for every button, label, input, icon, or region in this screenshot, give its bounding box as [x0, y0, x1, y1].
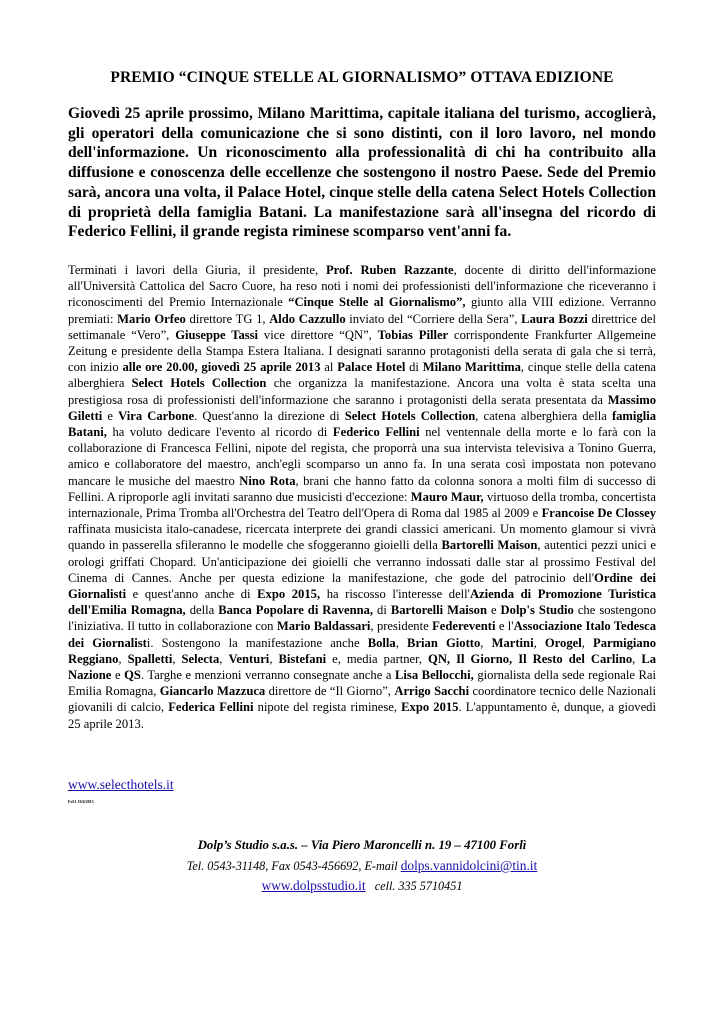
website-link-line	[68, 777, 174, 793]
body-bold-run: Selecta	[181, 651, 220, 666]
body-bold-run: Select Hotels Collection	[344, 408, 476, 423]
footer-company-line: Dolp’s Studio s.a.s. – Via Piero Maroncelli n. 19 – 47100 Forlì	[197, 838, 527, 852]
body-bold-run: Giuseppe Tassi	[175, 327, 259, 342]
body-bold-run: Federica Fellini	[168, 700, 254, 715]
body-text-run: giornalista della sede regionale Rai Emilia Romagna,	[68, 668, 656, 699]
body-text-run: nel ventennale della morte e lo farà con la collaborazione di Francesca Fellini, nipote del regista, che proporrà una sua intervista televisiva a Tonino Guerra, amico e collaboratore del maestro, anch'egli scomparso un anno fa. In una serata così impostata non potevano mancare le musiche del maestro	[68, 425, 656, 488]
body-bold-run: Tobias Piller	[377, 327, 449, 342]
body-text-run: inviato del “Corriere della Sera”,	[345, 311, 522, 326]
body-text-run: ,	[480, 635, 492, 650]
body-bold-run: Aldo Cazzullo	[269, 311, 346, 326]
body-text-run: ,	[172, 651, 182, 666]
body-text-run: , cinque stelle della catena alberghiera	[68, 360, 656, 391]
body-bold-run: Francoise De Clossey	[541, 506, 656, 521]
body-bold-run: Dolp's Studio	[500, 603, 574, 618]
body-text-run: Terminati i lavori della Giuria, il presidente,	[68, 263, 326, 277]
body-bold-run: QN, Il Giorno, Il Resto del Carlino	[428, 651, 633, 666]
body-bold-run: Associazione Italo Tedesca dei Giornalist	[68, 619, 657, 650]
body-bold-run: Milano Marittima	[422, 360, 521, 375]
body-bold-run: Giancarlo Mazzuca	[159, 684, 266, 699]
body-text-run: ,	[269, 651, 279, 666]
dolpsstudio-link[interactable]: www.dolpsstudio.it	[261, 878, 366, 893]
body-text-run: , autentici pezzi unici e orologi griffati Chopard. Un'anticipazione dei gioielli che verranno indossati dalle star al prossimo Festival del Cinema di Cannes. Anche per questa edizione la manifestazione, che gode del patrocinio dell'	[68, 538, 657, 585]
body-text-run: della	[185, 603, 219, 618]
body-text-run: ha riscosso l'interesse dell'	[320, 587, 470, 602]
body-bold-run: Vira Carbone	[118, 408, 195, 423]
body-bold-run: Bolla	[367, 635, 396, 650]
body-text-run: di	[373, 603, 391, 618]
body-text-run: , brani che hanno fatto da colonna sonora a molti film di successo di Fellini. A riproporle agli invitati saranno due musicisti d'eccezione:	[68, 473, 656, 504]
body-bold-run: Massimo Giletti	[68, 392, 656, 423]
body-bold-run: Lisa Bellocchi,	[395, 668, 474, 683]
body-text-run: ,	[581, 635, 594, 650]
body-text-run: al	[320, 360, 338, 375]
body-bold-run: Select Hotels Collection	[131, 376, 267, 391]
body-text-run: . L'appuntamento è, dunque, a giovedì 25 aprile 2013.	[68, 700, 656, 731]
body-text-run: , presidente	[370, 619, 433, 634]
body-text-run: e quest'anno anche di	[126, 587, 258, 602]
body-bold-run: Mario Orfeo	[117, 311, 186, 326]
body-text-run: e	[111, 668, 125, 683]
body-text-run: di	[405, 360, 423, 375]
body-text-run: e l'	[495, 619, 514, 634]
body-text-run: e	[102, 408, 119, 423]
body-bold-run: Azienda di Promozione Turistica dell'Emilia Romagna,	[68, 587, 657, 618]
body-bold-run: Brian Giotto	[407, 635, 481, 650]
body-text-run: , docente di diritto dell'informazione all'Università Cattolica del Sacro Cuore, ha reso noti i nomi dei professionisti dell'informazione che riceveranno i riconoscimenti del Premio Internazionale	[68, 263, 656, 310]
body-text-run: ,	[533, 635, 545, 650]
body-text-run: direttrice del settimanale “Vero”,	[68, 311, 656, 342]
body-text-run: nipote del regista riminese,	[253, 700, 402, 715]
selecthotels-link[interactable]: www.selecthotels.it	[68, 777, 174, 792]
footer-contact-text: Tel. 0543-31148, Fax 0543-456692, E-mail	[186, 859, 401, 873]
body-text-run: e	[486, 603, 501, 618]
body-bold-run: Laura Bozzi	[521, 311, 588, 326]
body-bold-run: Venturi	[228, 651, 270, 666]
body-bold-run: Bistefani	[278, 651, 327, 666]
body-text-run: vice direttore “QN”,	[258, 327, 378, 342]
body-text-run: , catena alberghiera della	[475, 408, 612, 423]
body-text-run: corrispondente Frankfurter Allgemeine Zeitung e presidente della Stampa Estera Italiana. I designati saranno protagonisti della serata di gala che si terrà, con inizio	[68, 327, 656, 375]
body-text-run: i. Sostengono la manifestazione anche	[146, 635, 368, 650]
body-text-run: ,	[395, 635, 408, 650]
body-bold-run: Parmigiano Reggiano	[68, 635, 657, 666]
body-bold-run: QS	[124, 668, 141, 683]
body-bold-run: Federeventi	[432, 619, 496, 634]
footer-contact-line	[68, 857, 656, 875]
body-bold-run: Mauro Maur,	[410, 489, 484, 504]
body-text-run: coordinatore tecnico delle Nazionali giovanili di calcio,	[68, 684, 656, 715]
body-text-run: . Quest'anno la direzione di	[194, 408, 345, 423]
body-text-run: ,	[118, 651, 128, 666]
body-bold-run: Martini	[491, 635, 534, 650]
body-text-run: giunto alla VIII edizione. Verranno premiati:	[68, 295, 656, 326]
body-bold-run: Bartorelli Maison	[390, 603, 487, 618]
body-text-run: ha voluto dedicare l'evento al ricordo di	[106, 425, 333, 440]
body-text-run: che sostengono l'iniziativa. Il tutto in collaborazione con	[68, 603, 656, 634]
body-bold-run: Nino Rota	[239, 473, 296, 488]
lead-paragraph: Giovedì 25 aprile prossimo, Milano Marittima, capitale italiana del turismo, accoglierà, gli operatori della comunicazione che si sono distinti, con il loro lavoro, nel mondo dell'informazione. Un riconoscimento alla professionalità di chi ha contribuito alla diffusione e conoscenza delle eccellenze che sostengono il nostro Paese. Sede del Premio sarà, ancora una volta, il Palace Hotel, cinque stelle della catena Select Hotels Collection di proprietà della famiglia Batani. La manifestazione sarà all'insegna del ricordo di Federico Fellini, il grande regista riminese scomparso vent'anni fa.	[68, 105, 656, 241]
body-bold-run: Expo 2015,	[257, 587, 321, 602]
footer	[68, 836, 656, 895]
body-text-run: ,	[632, 651, 642, 666]
body-text-run: e, media partner,	[326, 651, 429, 666]
body-paragraph	[68, 262, 656, 732]
footer-web-line	[68, 877, 656, 895]
body-bold-run: Arrigo Sacchi	[394, 684, 470, 699]
body-bold-run: Expo 2015	[401, 700, 459, 715]
body-text-run: che organizza la manifestazione. Ancora una volta è stata scelta una prestigiosa rosa di professionisti dell'informazione che saranno i protagonisti della serata presentata da	[68, 376, 656, 407]
body-bold-run: Bartorelli Maison	[441, 538, 538, 553]
body-bold-run: famiglia Batani,	[68, 408, 657, 440]
body-bold-run: Mario Baldassari	[276, 619, 371, 634]
email-link[interactable]: dolps.vannidolcini@tin.it	[400, 858, 538, 873]
document-reference: FeS1 10/4/2013	[68, 799, 94, 804]
body-text-run: direttore de “Il Giorno”,	[265, 684, 395, 699]
body-bold-run: Ordine dei Giornalisti	[68, 570, 656, 602]
body-bold-run: Palace Hotel	[337, 360, 406, 375]
body-bold-run: Banca Popolare di Ravenna,	[218, 603, 374, 618]
body-bold-run: alle ore 20.00, giovedì 25 aprile 2013	[122, 360, 321, 375]
body-text-run: . Targhe e menzioni verranno consegnate anche a	[140, 668, 396, 683]
page-title: PREMIO “CINQUE STELLE AL GIORNALISMO” OTTAVA EDIZIONE	[110, 69, 614, 86]
footer-cell: cell. 335 5710451	[374, 879, 463, 893]
body-bold-run: Spalletti	[127, 651, 173, 666]
body-bold-run: La Nazione	[68, 651, 657, 683]
body-text-run: ,	[219, 651, 229, 666]
body-text-run: raffinata musicista italo-canadese, ricercata interprete dei grandi classici americani. Un momento glamour si vivrà quando in passerella sfileranno le modelle che sfoggeranno gioielli della	[68, 522, 656, 553]
body-bold-run: Orogel	[544, 635, 582, 650]
body-bold-run: “Cinque Stelle al Giornalismo”,	[288, 295, 466, 310]
body-bold-run: Prof. Ruben Razzante	[325, 263, 454, 277]
body-text-run: direttore TG 1,	[185, 311, 270, 326]
body-text-run: virtuoso della tromba, concertista internazionale, Prima Tromba all'Orchestra del Teatro dell'Opera di Roma dal 1985 al 2009 e	[68, 489, 656, 521]
body-bold-run: Federico Fellini	[332, 425, 420, 440]
